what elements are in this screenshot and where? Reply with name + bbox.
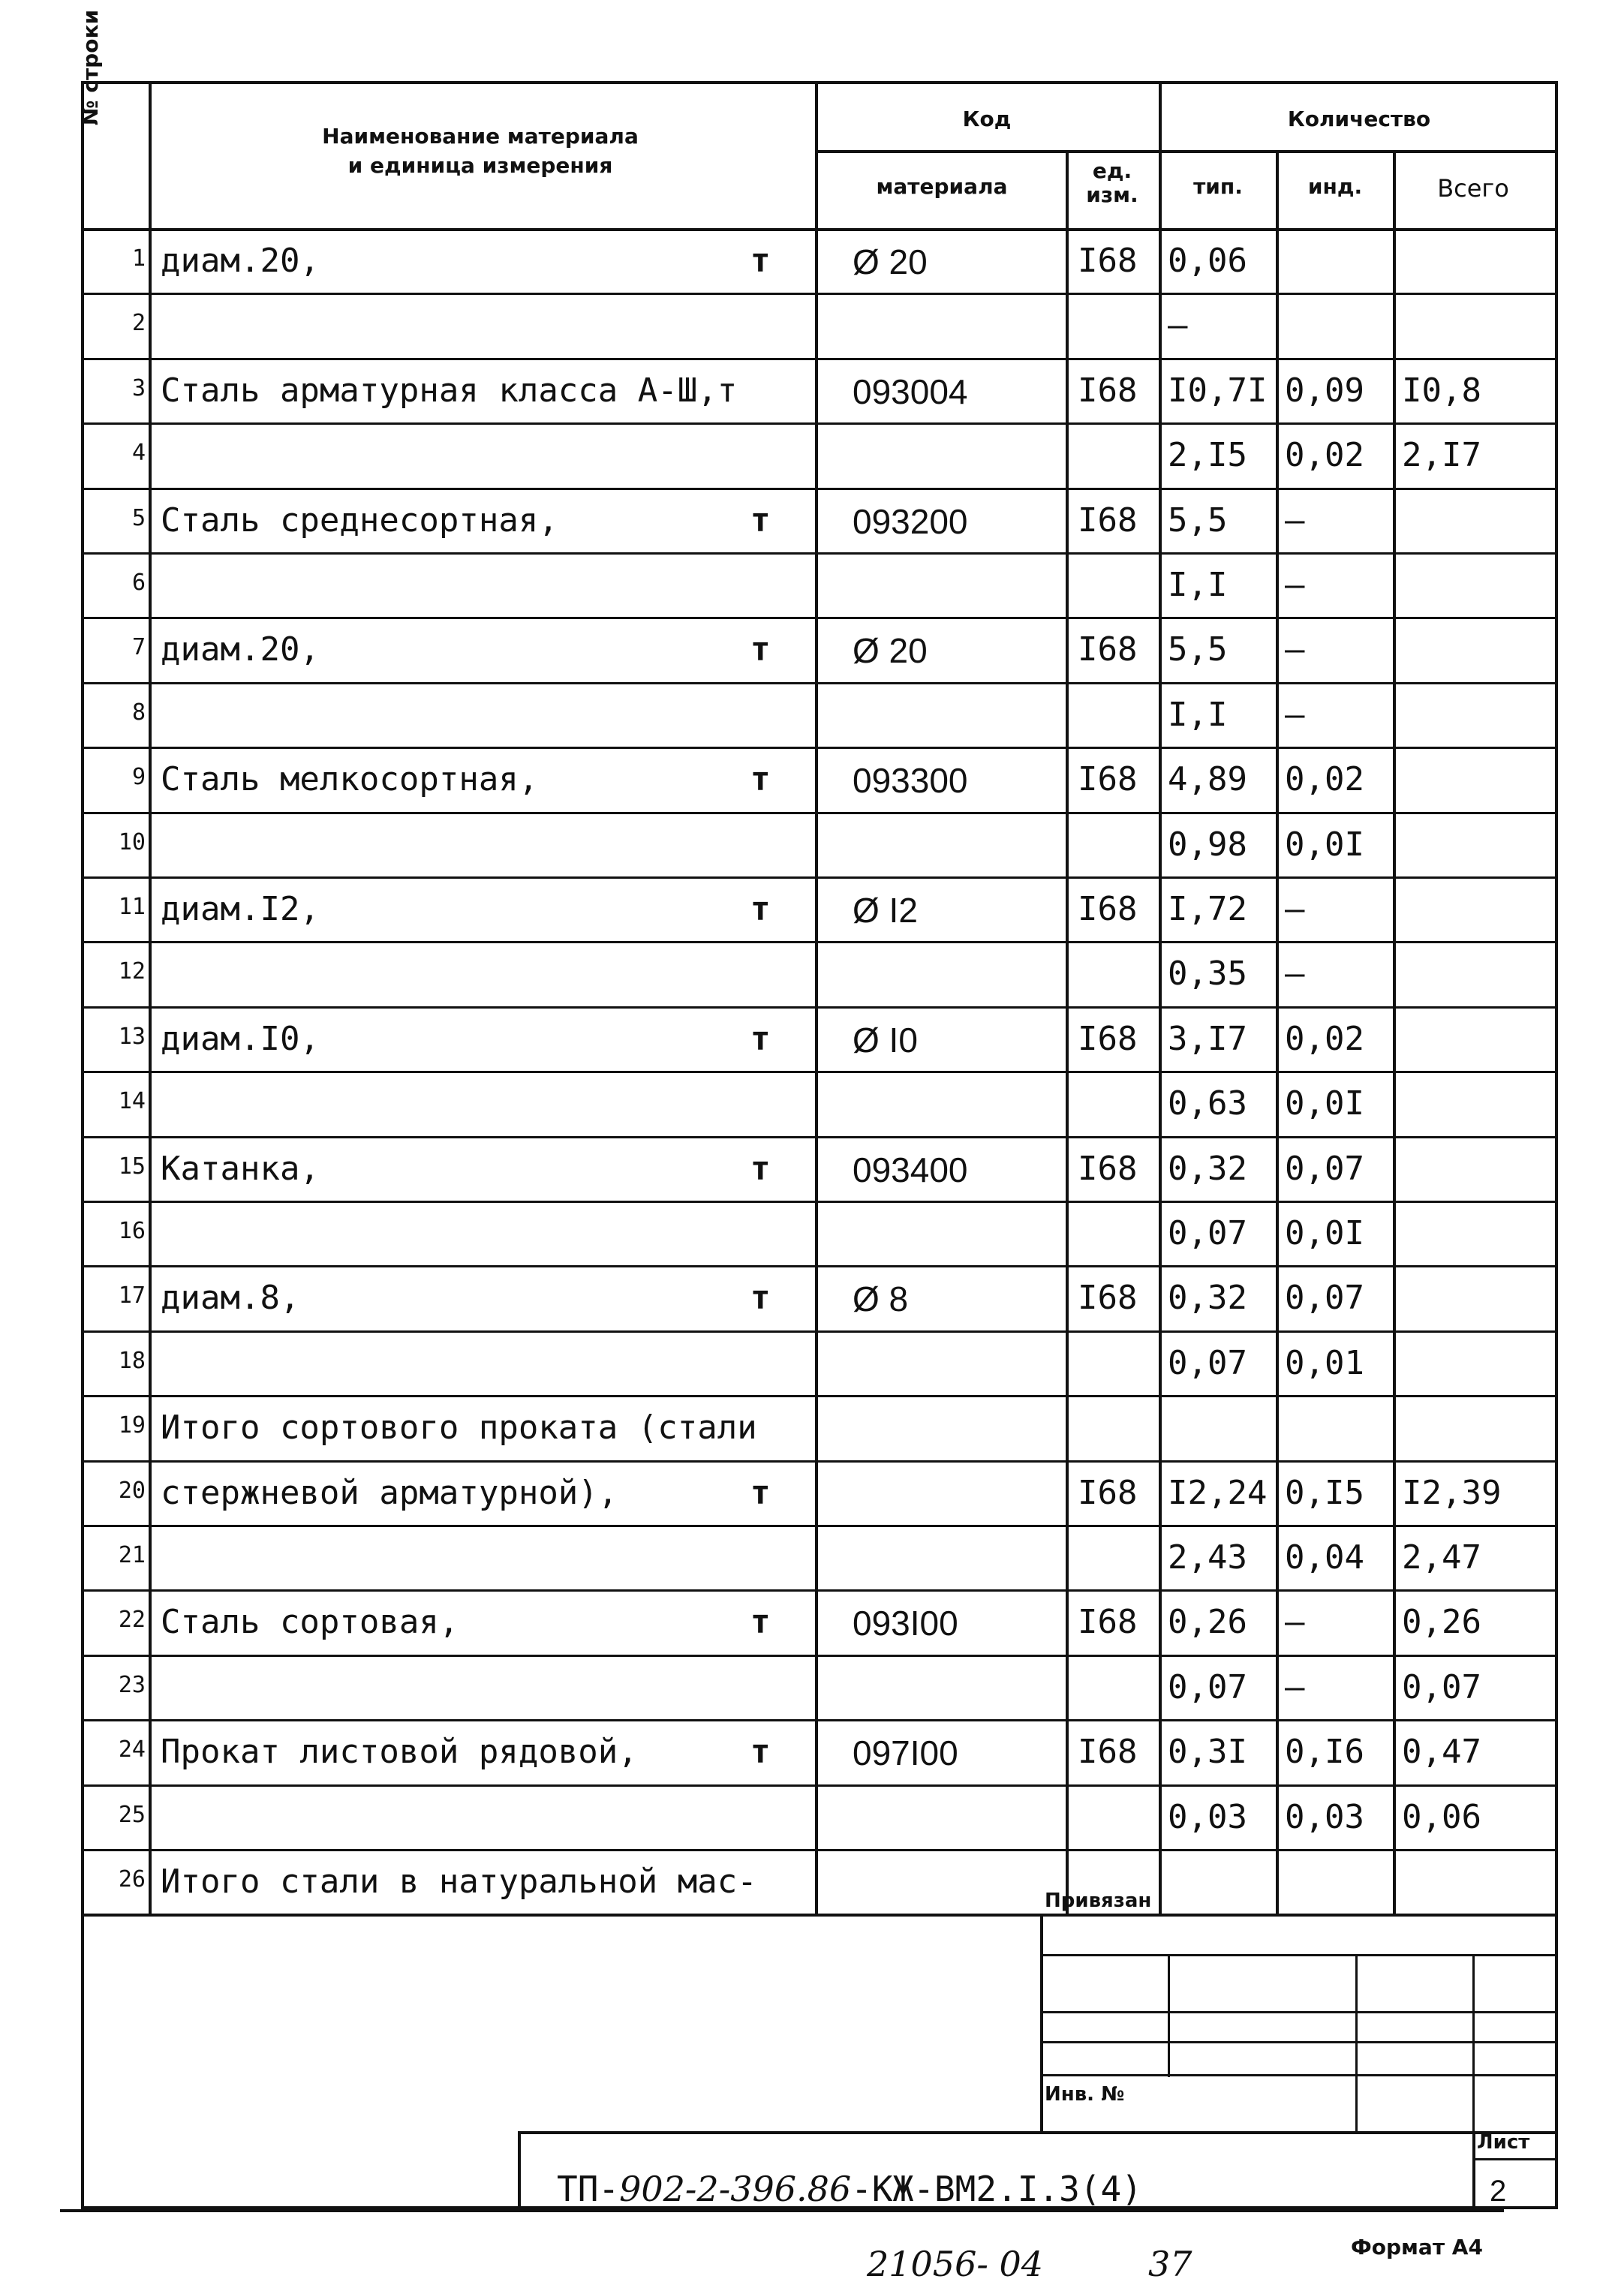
material-unit: т [750,1474,771,1512]
qty-ind: – [1285,501,1305,540]
qty-typ: – [1168,306,1188,344]
material-name: диам.I2, [161,890,320,928]
qty-typ: I,I [1168,696,1228,734]
qty-ind: 0,0I [1285,1214,1364,1252]
qty-ind: 0,02 [1285,1020,1364,1058]
header-qty-ind: инд. [1307,174,1363,199]
row-number: 12 [118,958,146,985]
grid-line [81,1006,1558,1009]
grid-line [81,1201,1558,1203]
row-number: 9 [131,764,146,790]
row-number: 6 [131,570,146,596]
grid-line [81,1330,1558,1333]
material-name: Сталь среднесортная, [161,501,558,540]
unit-code: I68 [1078,242,1138,280]
sheet-number: 2 [1490,2175,1507,2208]
row-number: 25 [118,1802,146,1828]
grid-line [81,941,1558,943]
material-name: Сталь сортовая, [161,1603,459,1641]
material-name: диам.20, [161,242,320,280]
material-name: Прокат листовой рядовой, [161,1733,638,1771]
grid-line [1040,2074,1558,2076]
material-name: Катанка, [161,1150,320,1188]
header-code: Код [962,107,1012,131]
unit-code: I68 [1078,890,1138,928]
unit-code: I68 [1078,760,1138,798]
qty-ind: 0,0I [1285,1084,1364,1123]
header-name [150,124,810,178]
material-unit: т [750,630,771,669]
grid-line [1555,81,1558,1917]
qty-typ: 0,98 [1168,825,1247,864]
qty-total: 0,06 [1402,1798,1481,1836]
grid-line [81,488,1558,490]
format-label: Формат А4 [1351,2235,1483,2259]
qty-typ: 0,63 [1168,1084,1247,1123]
grid-line [81,812,1558,814]
qty-typ: 0,06 [1168,242,1247,280]
unit-code: I68 [1078,1474,1138,1512]
grid-line [1040,1914,1043,2134]
qty-total: 0,47 [1402,1733,1481,1771]
qty-ind: – [1285,696,1305,734]
grid-line [81,1849,1558,1851]
grid-line [1355,1954,1358,2134]
grid-line [1040,2011,1558,2013]
footer-hand-page: 37 [1148,2244,1192,2284]
row-number: 2 [131,310,146,336]
qty-ind: – [1285,955,1305,993]
qty-ind: 0,03 [1285,1798,1364,1836]
grid-line [1393,81,1396,1917]
row-number: 1 [131,245,146,272]
unit-code: I68 [1078,1603,1138,1641]
grid-line [81,1265,1558,1267]
grid-line [81,1719,1558,1721]
grid-line [81,1914,1558,1917]
grid-line [81,1460,1558,1463]
material-code: Ø 8 [853,1279,909,1318]
qty-ind: 0,I5 [1285,1474,1364,1512]
row-number: 19 [118,1412,146,1439]
row-number: 7 [131,634,146,660]
material-code: Ø I0 [853,1021,918,1060]
material-name: Итого стали в натуральной мас- [161,1863,757,1901]
header-name-line1: Наименование материала [322,124,639,149]
qty-ind: – [1285,1603,1305,1641]
row-number: 13 [118,1024,146,1050]
qty-total: 0,26 [1402,1603,1481,1641]
qty-typ: 0,32 [1168,1279,1247,1317]
qty-typ: I,I [1168,566,1228,604]
row-number: 4 [131,440,146,466]
bottom-rule [60,2209,1504,2212]
grid-line [81,81,1558,84]
qty-ind: 0,0I [1285,825,1364,864]
qty-ind: – [1285,630,1305,669]
grid-line [518,2131,1558,2134]
grid-line [81,228,1558,231]
grid-line [1040,1954,1558,1956]
row-number: 3 [131,375,146,401]
material-code: 093004 [853,372,968,411]
header-qty-typ: тип. [1193,174,1243,199]
qty-ind: – [1285,1668,1305,1706]
row-number: 23 [118,1672,146,1698]
row-number: 17 [118,1282,146,1309]
grid-line [81,682,1558,684]
qty-ind: 0,02 [1285,760,1364,798]
qty-total: 2,47 [1402,1538,1481,1577]
qty-ind: 0,09 [1285,371,1364,410]
qty-typ: 0,03 [1168,1798,1247,1836]
qty-typ: 0,07 [1168,1344,1247,1382]
material-code: 093200 [853,502,968,541]
material-code: Ø 20 [853,631,928,670]
grid-line [81,1589,1558,1592]
unit-code: I68 [1078,1733,1138,1771]
row-number: 24 [118,1736,146,1763]
material-unit: т [750,1279,771,1317]
unit-code: I68 [1078,1279,1138,1317]
grid-line [81,293,1558,295]
unit-code: I68 [1078,630,1138,669]
grid-line [81,1395,1558,1397]
inv-no-label: Инв. № [1045,2083,1125,2106]
qty-typ: 0,07 [1168,1668,1247,1706]
doc-code-handwritten: 902-2-396.86 [619,2169,852,2209]
grid-line [81,1525,1558,1527]
grid-line [815,150,1558,153]
material-name: Сталь мелкосортная, [161,760,539,798]
grid-line [149,81,152,1917]
row-number: 22 [118,1607,146,1633]
grid-line [81,876,1558,879]
header-row-no: № строки [78,9,103,126]
header-name-line2: и единица измерения [347,153,613,178]
qty-typ: I2,24 [1168,1474,1268,1512]
qty-ind: 0,07 [1285,1279,1364,1317]
header-code-material: материала [876,174,1008,199]
row-number: 5 [131,505,146,531]
grid-line [1472,2131,1475,2209]
row-number: 14 [118,1088,146,1114]
material-code: Ø 20 [853,242,928,281]
qty-ind: 0,04 [1285,1538,1364,1577]
material-unit: т [750,1020,771,1058]
grid-line [81,1784,1558,1787]
row-number: 18 [118,1348,146,1374]
unit-code: I68 [1078,1150,1138,1188]
unit-code: I68 [1078,1020,1138,1058]
row-number: 26 [118,1866,146,1893]
qty-ind: – [1285,566,1305,604]
qty-ind: 0,02 [1285,436,1364,474]
material-name: Сталь арматурная класса А-Ш,т [161,371,738,410]
grid-line [81,81,84,1917]
row-number: 21 [118,1542,146,1568]
row-number: 11 [118,894,146,920]
qty-total: I0,8 [1402,371,1481,410]
qty-typ: I,72 [1168,890,1247,928]
material-name: диам.8, [161,1279,300,1317]
grid-line [815,81,818,1917]
qty-typ: 3,I7 [1168,1020,1247,1058]
qty-total: 2,I7 [1402,436,1481,474]
grid-line [81,1071,1558,1073]
grid-line [518,2131,521,2209]
grid-line [1472,1954,1475,2134]
grid-line [81,422,1558,425]
qty-ind: 0,01 [1285,1344,1364,1382]
row-number: 8 [131,699,146,726]
material-unit: т [750,1150,771,1188]
grid-line [81,617,1558,619]
qty-typ: 2,43 [1168,1538,1247,1577]
material-unit: т [750,1733,771,1771]
material-unit: т [750,501,771,540]
header-code-unit-line2: изм. [1086,182,1138,207]
grid-line [1472,2158,1558,2160]
row-number: 15 [118,1153,146,1180]
qty-typ: 2,I5 [1168,436,1247,474]
material-code: 093I00 [853,1604,958,1643]
unit-code: I68 [1078,371,1138,410]
grid-line [81,358,1558,360]
qty-ind: 0,07 [1285,1150,1364,1188]
doc-code-prefix: ТП- [557,2169,620,2209]
grid-line [1168,1954,1170,2077]
material-code: 093300 [853,761,968,800]
qty-typ: 5,5 [1168,501,1228,540]
privyazan-label: Привязан [1045,1890,1152,1912]
header-code-unit-line1: ед. [1092,158,1132,183]
qty-typ: 0,07 [1168,1214,1247,1252]
material-unit: т [750,890,771,928]
grid-line [1040,2041,1558,2043]
grid-line [1159,81,1162,1917]
sheet-label: Лист [1477,2131,1530,2154]
footer-hand-number: 21056- 04 [867,2244,1044,2284]
header-code-unit [1067,159,1157,207]
qty-typ: 0,26 [1168,1603,1247,1641]
header-qty-total: Всего [1437,174,1509,203]
row-number: 10 [118,829,146,855]
grid-line [81,552,1558,555]
material-name: Итого сортового проката (стали [161,1409,757,1447]
grid-line [1555,1914,1558,2209]
qty-typ: I0,7I [1168,371,1268,410]
grid-line [1066,150,1069,1917]
material-code: Ø I2 [853,891,918,930]
row-number: 20 [118,1478,146,1504]
grid-line [81,1914,84,2209]
row-number: 16 [118,1218,146,1244]
material-code: 093400 [853,1150,968,1189]
qty-typ: 0,3I [1168,1733,1247,1771]
material-unit: т [750,760,771,798]
grid-line [1276,81,1279,1917]
unit-code: I68 [1078,501,1138,540]
header-quantity: Количество [1287,107,1431,131]
document-code [557,2169,1142,2209]
material-name: диам.20, [161,630,320,669]
doc-code-suffix: -КЖ-ВМ2.I.3(4) [851,2169,1142,2209]
material-code: 097I00 [853,1733,958,1772]
qty-total: 0,07 [1402,1668,1481,1706]
qty-ind: – [1285,890,1305,928]
grid-line [81,1136,1558,1138]
material-unit: т [750,242,771,280]
qty-typ: 4,89 [1168,760,1247,798]
qty-ind: 0,I6 [1285,1733,1364,1771]
qty-total: I2,39 [1402,1474,1502,1512]
qty-typ: 5,5 [1168,630,1228,669]
grid-line [81,1655,1558,1657]
qty-typ: 0,32 [1168,1150,1247,1188]
material-name: диам.I0, [161,1020,320,1058]
qty-typ: 0,35 [1168,955,1247,993]
material-unit: т [750,1603,771,1641]
grid-line [81,747,1558,749]
material-name: стержневой арматурной), [161,1474,618,1512]
